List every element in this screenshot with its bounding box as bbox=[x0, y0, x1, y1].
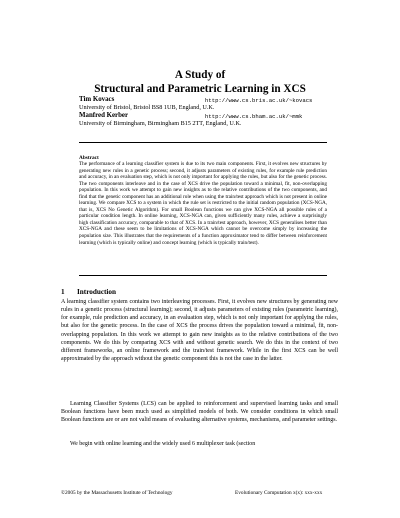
abstract-bottom-rule bbox=[79, 275, 327, 276]
author-name: Tim Kovacs bbox=[79, 96, 115, 103]
body-paragraph: A learning classifier system contains two interleaving processes. First, it evolves new structures by generating new rules in a genetic process (structural learning); second, it adjusts parameters of existing rules (parametric learning), for example, rule prediction and accuracy, in an evaluation step, which is not only important for applying the rules, but also for the genetic process. In the case of XCS the process drives the population toward a minimal, fit, non-overlapping population. In this work we attempt to gain new insights as to the relative contributions of the two components. We do this by comparing XCS with and without genetic search. We do this in the context of two different frameworks, an online framework and the train/test framework. While in the first XCS can be well approximated by the approach without the genetic component this is not the case in the latter. bbox=[61, 299, 338, 363]
copyright-notice: ©2005 by the Massachusetts Institute of Technology bbox=[61, 490, 173, 496]
body-paragraph: Learning Classifier Systems (LCS) can be applied to reinforcement and supervised learning tasks and small Boolean functions have been much used as simplified models of both. We consider conditions in which small Boolean functions are or are not valid means of evaluating alternative systems, mechanisms, and parameter settings. bbox=[61, 401, 338, 424]
abstract-text: The performance of a learning classifier system is due to its two main components. First, it evolves new structures by generating new rules in a genetic process; second, it adjusts parameters of existing rules, for example rule prediction and accuracy, in an evaluation step, which is not only important for applying the rules, but also for the genetic process. The two components interleave and in the case of XCS drive the population toward a minimal, fit, non-overlapping population. In this work we attempt to gain new insights as to the relative contributions of the two components, and find that the genetic component has an additional role when using the train/test approach which is not present in online learning. We compare XCS to a system in which the rule set is restricted to the initial random population (XCS-NGA, that is, XCS No Genetic Algorithm). For small Boolean functions we can give XCS-NGA all possible rules of a particular condition length. In online learning, XCS-NGA can, given sufficiently many rules, achieve a surprisingly high classification accuracy, comparable to that of XCS. In a train/test approach, however, XCS generalises better than XCS-NGA and these seem to be limitations of XCS-NGA which cannot be overcome simply by increasing the population size. This illustrates that the requirements of a function approximator tend to differ between reinforcement learning (which is typically online) and concept learning (which is typically train/test). bbox=[79, 161, 327, 246]
section-heading bbox=[61, 288, 116, 296]
body-paragraph: We begin with online learning and the widely used 6 multiplexer task (section bbox=[70, 441, 256, 447]
abstract-heading: Abstract bbox=[79, 155, 99, 161]
abstract-top-rule bbox=[79, 142, 327, 143]
journal-citation: Evolutionary Computation x(x): xxx-xxx bbox=[235, 490, 323, 496]
author-url[interactable]: http://www.cs.bham.ac.uk/~mmk bbox=[205, 113, 303, 120]
author-affiliation: University of Birmingham, Birmingham B15 2TT, England, U.K. bbox=[79, 120, 242, 127]
author-affiliation: University of Bristol, Bristol BS8 1UB, England, U.K. bbox=[79, 104, 215, 111]
paper-title-line-2: Structural and Parametric Learning in XCS bbox=[94, 83, 306, 95]
author-url[interactable]: http://www.cs.bris.ac.uk/~kovacs bbox=[205, 97, 313, 104]
paper-title-line-1: A Study of bbox=[174, 69, 226, 81]
author-name: Manfred Kerber bbox=[79, 112, 129, 119]
section-title: Introduction bbox=[77, 288, 117, 296]
section-number: 1 bbox=[61, 288, 65, 296]
page-footer bbox=[61, 490, 338, 496]
